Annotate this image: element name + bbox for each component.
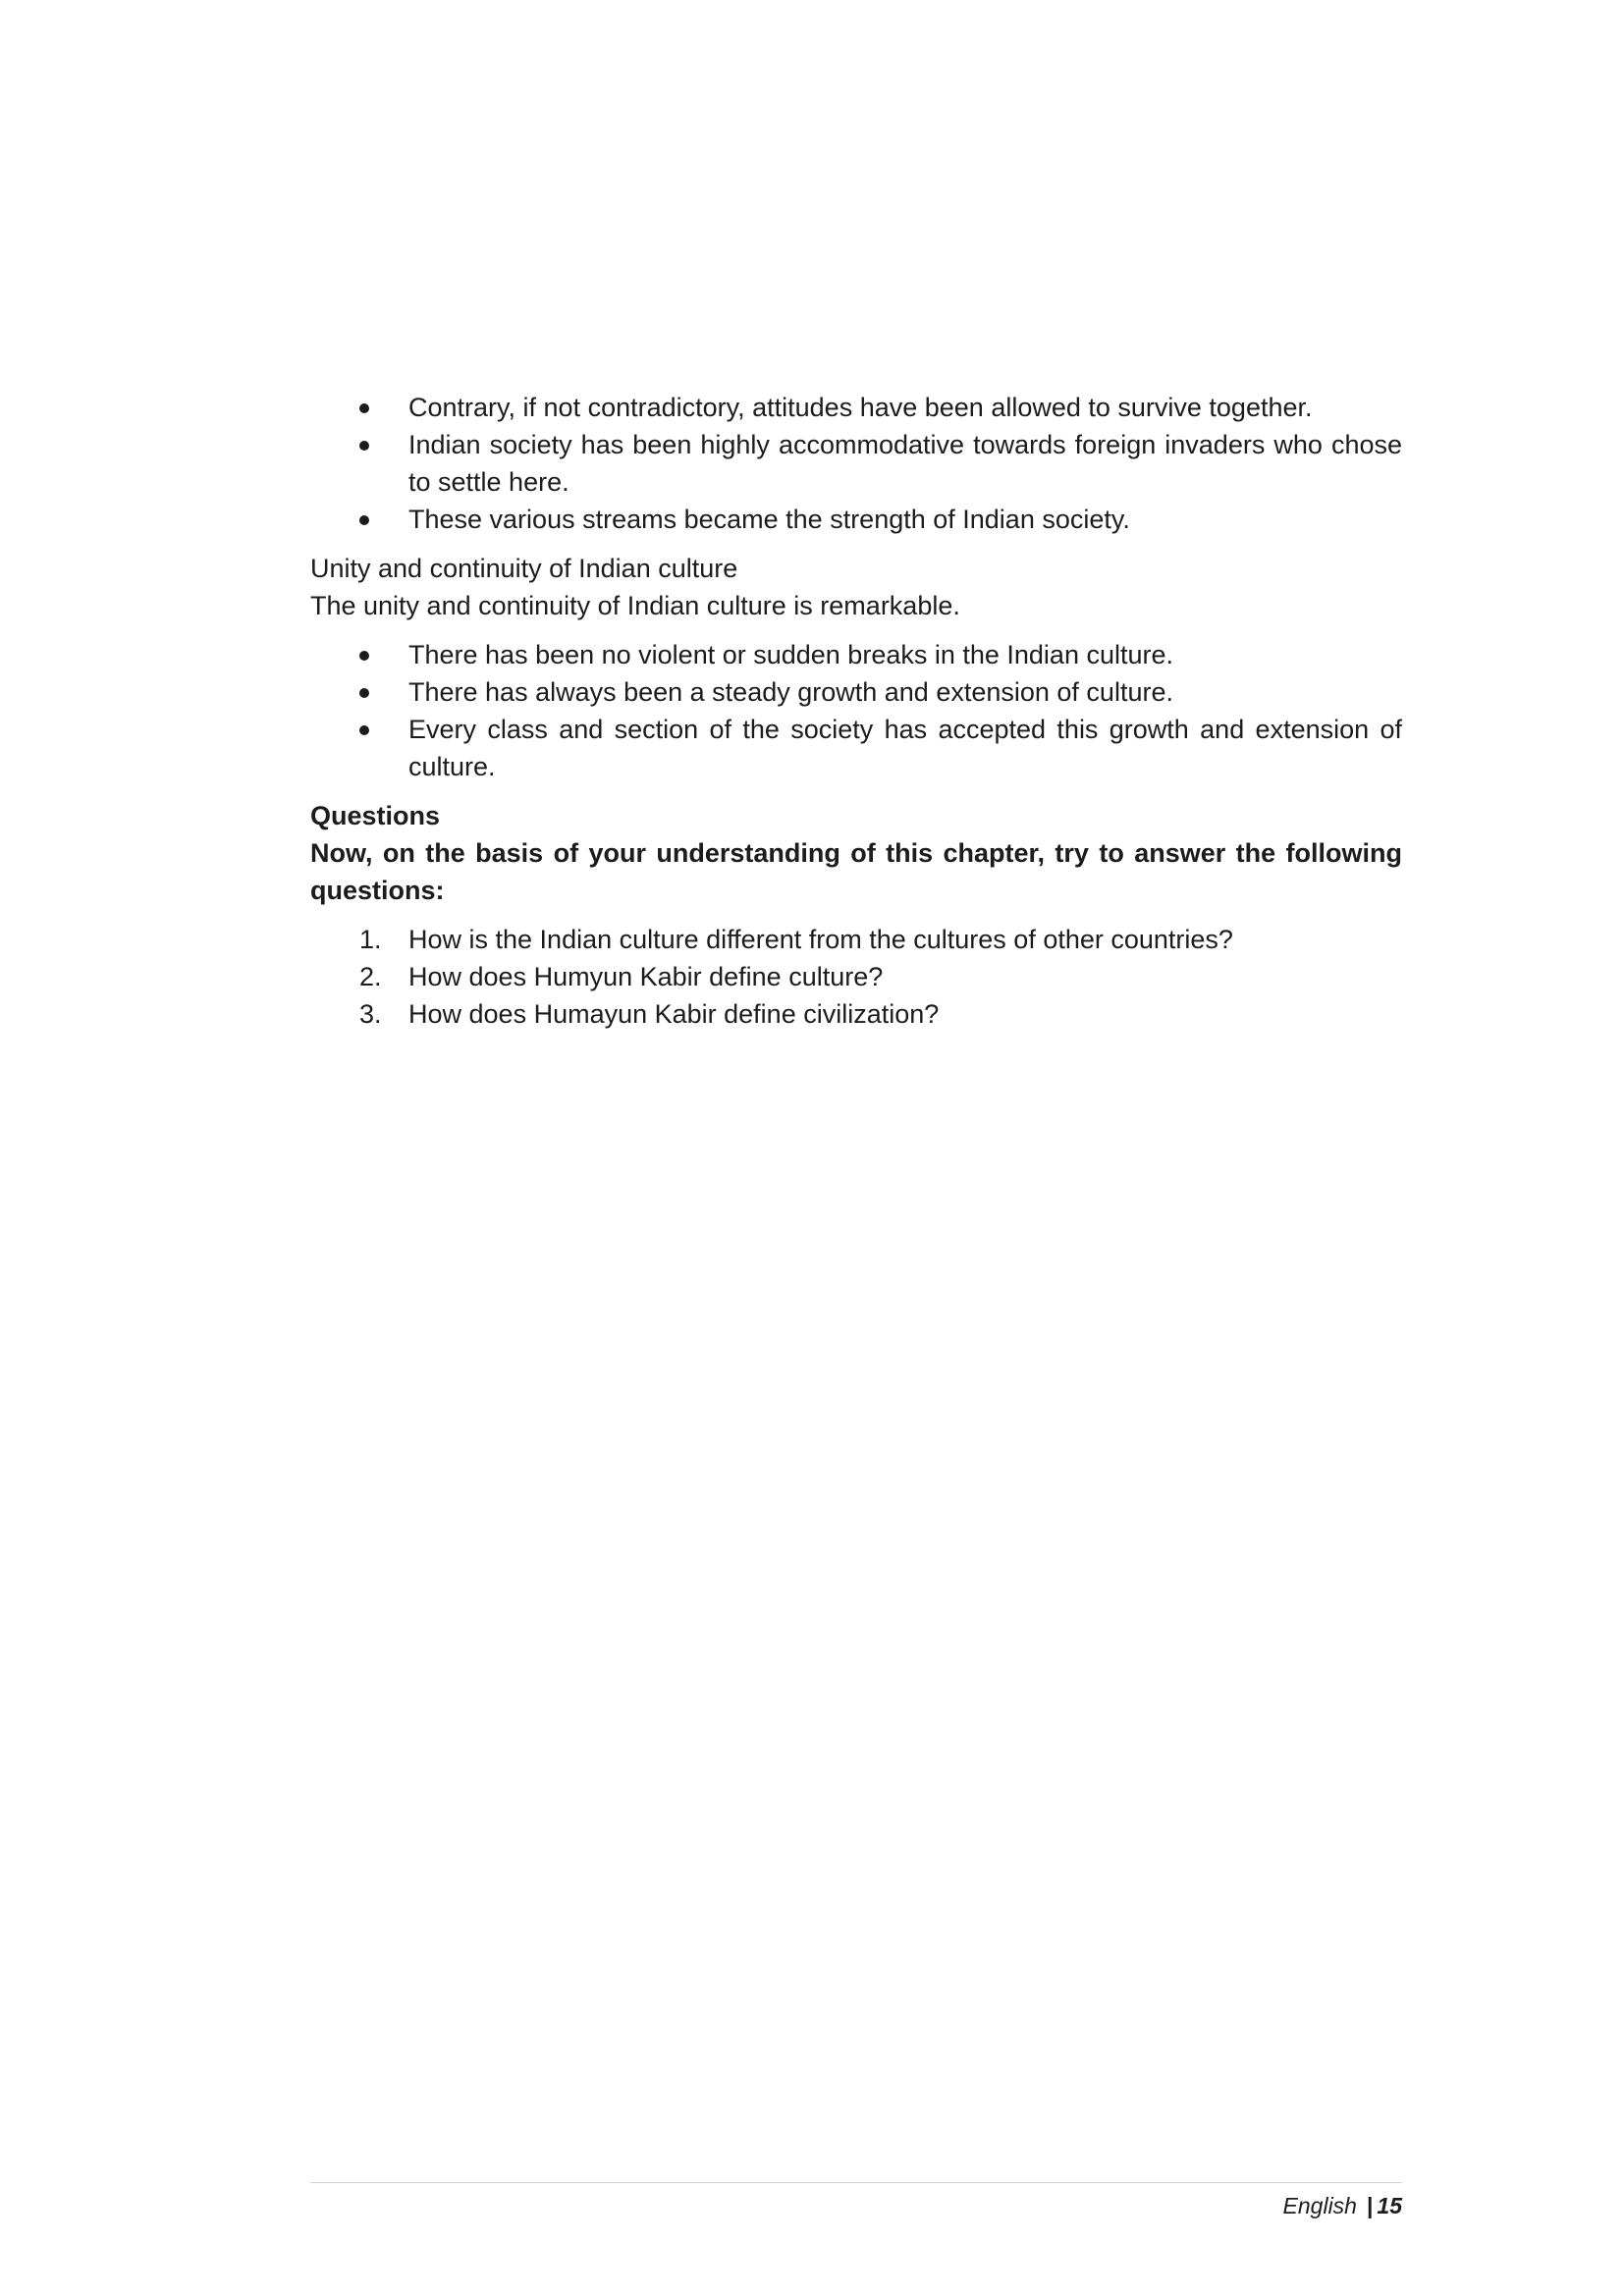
bullet-icon xyxy=(359,403,369,413)
bullet-icon xyxy=(359,651,369,661)
questions-heading: Questions xyxy=(310,801,441,830)
footer-label: English xyxy=(1282,2193,1357,2218)
question-number: 3. xyxy=(359,999,382,1029)
questions-instruction: Now, on the basis of your understanding of this chapter, try to answer the following questions: xyxy=(310,838,1402,905)
bullet-list-unity xyxy=(310,636,1402,785)
list-item-text: There has always been a steady growth and extension of culture. xyxy=(408,677,1173,707)
bullet-list-top xyxy=(310,389,1402,538)
bullet-icon xyxy=(359,515,369,525)
question-item xyxy=(310,921,1402,958)
bullet-icon xyxy=(359,441,369,451)
question-text: How is the Indian culture different from the cultures of other countries? xyxy=(408,925,1233,954)
list-item-text: There has been no violent or sudden breaks in the Indian culture. xyxy=(408,640,1174,669)
question-item xyxy=(310,958,1402,995)
page-footer xyxy=(1283,2191,1402,2220)
list-item-text: Every class and section of the society has accepted this growth and extension of culture. xyxy=(408,715,1402,781)
unity-intro: The unity and continuity of Indian culture is remarkable. xyxy=(310,591,960,620)
footer-divider xyxy=(310,2182,1402,2183)
page-number: 15 xyxy=(1377,2193,1402,2218)
question-item xyxy=(310,995,1402,1033)
unity-heading: Unity and continuity of Indian culture xyxy=(310,554,738,583)
list-item xyxy=(310,636,1402,673)
page-body xyxy=(310,389,1402,1033)
list-item xyxy=(310,711,1402,785)
question-number: 1. xyxy=(359,925,382,954)
list-item-text: These various streams became the strength of Indian society. xyxy=(408,505,1130,534)
question-text: How does Humyun Kabir define culture? xyxy=(408,962,884,991)
list-item xyxy=(310,426,1402,501)
bullet-icon xyxy=(359,688,369,698)
list-item xyxy=(310,673,1402,711)
list-item xyxy=(310,389,1402,426)
list-item-text: Indian society has been highly accommodative towards foreign invaders who chose to settle here. xyxy=(408,430,1402,497)
list-item-text: Contrary, if not contradictory, attitudes have been allowed to survive together. xyxy=(408,393,1313,422)
question-number: 2. xyxy=(359,962,382,991)
question-text: How does Humayun Kabir define civilization? xyxy=(408,999,940,1029)
bullet-icon xyxy=(359,725,369,735)
footer-separator: | xyxy=(1366,2193,1374,2218)
question-list xyxy=(310,921,1402,1033)
list-item xyxy=(310,501,1402,538)
